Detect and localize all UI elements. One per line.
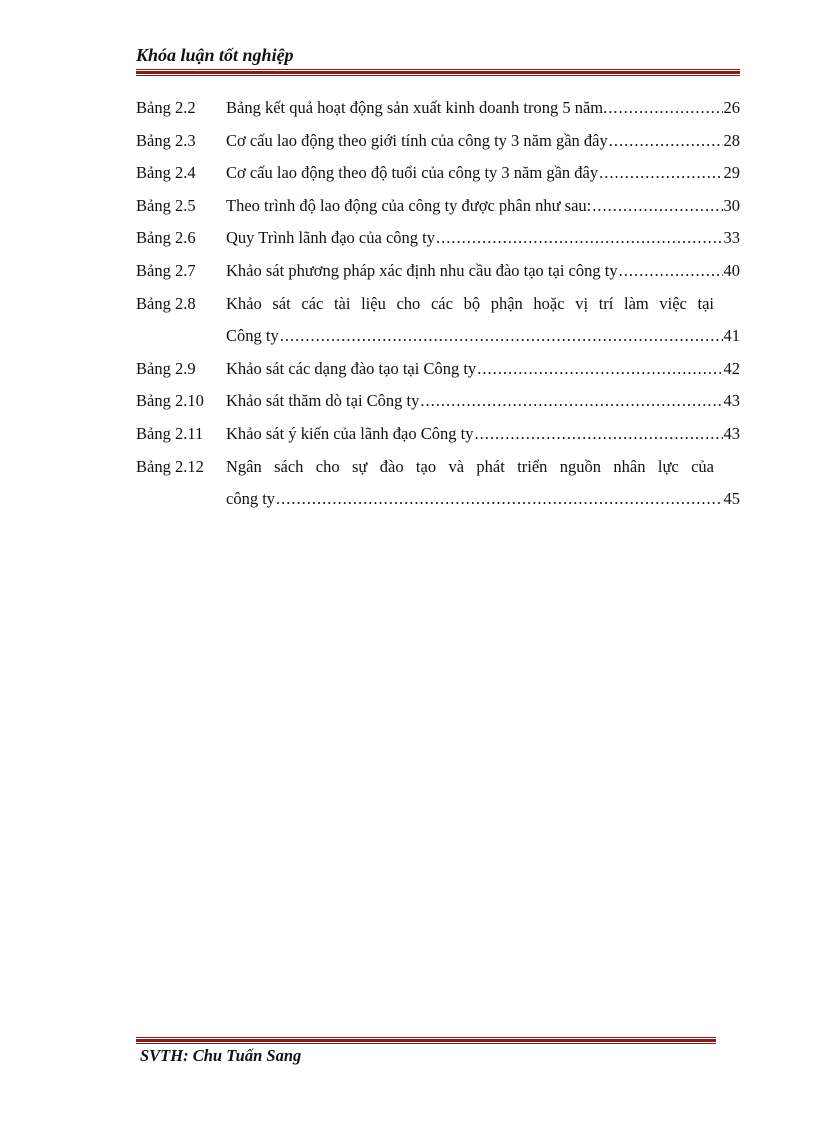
toc-row[interactable] <box>136 451 740 516</box>
page-header-title: Khóa luận tốt nghiệp <box>136 45 294 65</box>
toc-page-number: 28 <box>723 130 740 150</box>
toc-label: Bảng 2.7 <box>136 260 196 280</box>
toc-label: Bảng 2.4 <box>136 163 196 183</box>
toc-title: Công ty <box>226 326 279 346</box>
toc-page-number: 33 <box>723 228 740 248</box>
footer-author: SVTH: Chu Tuấn Sang <box>140 1046 302 1065</box>
toc-leader <box>420 385 722 418</box>
toc-page-number: 30 <box>723 195 740 215</box>
toc-label: Bảng 2.12 <box>136 456 204 476</box>
toc-title: Khảo sát các dạng đào tạo tại Công ty <box>226 358 477 378</box>
toc-row[interactable] <box>136 92 740 125</box>
toc-title: Khảo sát ý kiến của lãnh đạo Công ty <box>226 423 474 443</box>
toc-label: Bảng 2.9 <box>136 358 196 378</box>
toc-leader <box>599 157 722 190</box>
toc-leader <box>280 320 723 353</box>
toc-row[interactable] <box>136 288 740 353</box>
footer-rule-bottom <box>136 1043 716 1044</box>
table-of-tables <box>136 92 740 516</box>
toc-page-number: 26 <box>723 98 740 117</box>
toc-leader <box>609 125 723 158</box>
toc-leader <box>474 418 722 451</box>
header-rule <box>136 71 740 74</box>
toc-row[interactable] <box>136 418 740 451</box>
toc-row[interactable] <box>136 157 740 190</box>
toc-title-line1: Ngân sách cho sự đào tạo và phát triển nguồn nhân lực của <box>226 456 714 476</box>
toc-leader <box>436 222 723 255</box>
toc-leader <box>276 483 722 516</box>
toc-title: Bảng kết quả hoạt động sản xuất kinh doanh trong 5 năm. <box>226 98 608 117</box>
toc-row[interactable] <box>136 190 740 223</box>
toc-title: Cơ cấu lao động theo độ tuổi của công ty 3 năm gần đây <box>226 163 599 183</box>
header-rule-bottom <box>136 75 740 76</box>
toc-leader <box>592 190 722 223</box>
toc-label: Bảng 2.8 <box>136 293 196 313</box>
toc-page-number: 41 <box>723 326 740 346</box>
toc-page-number: 43 <box>723 391 740 411</box>
toc-title: Quy Trình lãnh đạo của công ty <box>226 228 435 248</box>
header-rule-top <box>136 69 740 70</box>
toc-page-number: 40 <box>723 260 740 280</box>
toc-title: Cơ cấu lao động theo giới tính của công ty 3 năm gần đây <box>226 130 608 150</box>
toc-title: Khảo sát phương pháp xác định nhu cầu đào tạo tại công ty <box>226 260 618 280</box>
toc-label: Bảng 2.11 <box>136 423 204 443</box>
toc-row[interactable] <box>136 125 740 158</box>
toc-leader <box>619 255 723 288</box>
toc-leader <box>477 353 722 386</box>
toc-label: Bảng 2.5 <box>136 195 196 215</box>
toc-title: Theo trình độ lao động của công ty được phân như sau: <box>226 195 592 215</box>
footer-rule <box>136 1039 716 1042</box>
toc-title: Khảo sát thăm dò tại Công ty <box>226 391 420 411</box>
toc-page-number: 29 <box>723 163 740 183</box>
toc-label: Bảng 2.2 <box>136 98 196 117</box>
footer-rule-top <box>136 1037 716 1038</box>
toc-label: Bảng 2.6 <box>136 228 196 248</box>
toc-page-number: 42 <box>723 358 740 378</box>
toc-label: Bảng 2.3 <box>136 130 196 150</box>
toc-page-number: 43 <box>723 423 740 443</box>
toc-row[interactable] <box>136 255 740 288</box>
toc-label: Bảng 2.10 <box>136 391 204 411</box>
toc-row[interactable] <box>136 385 740 418</box>
toc-row[interactable] <box>136 222 740 255</box>
toc-title: công ty <box>226 489 276 509</box>
toc-row[interactable] <box>136 353 740 386</box>
toc-title-line1: Khảo sát các tài liệu cho các bộ phận hoặc vị trí làm việc tại <box>226 293 714 313</box>
toc-leader <box>608 92 722 125</box>
toc-page-number: 45 <box>723 489 740 509</box>
